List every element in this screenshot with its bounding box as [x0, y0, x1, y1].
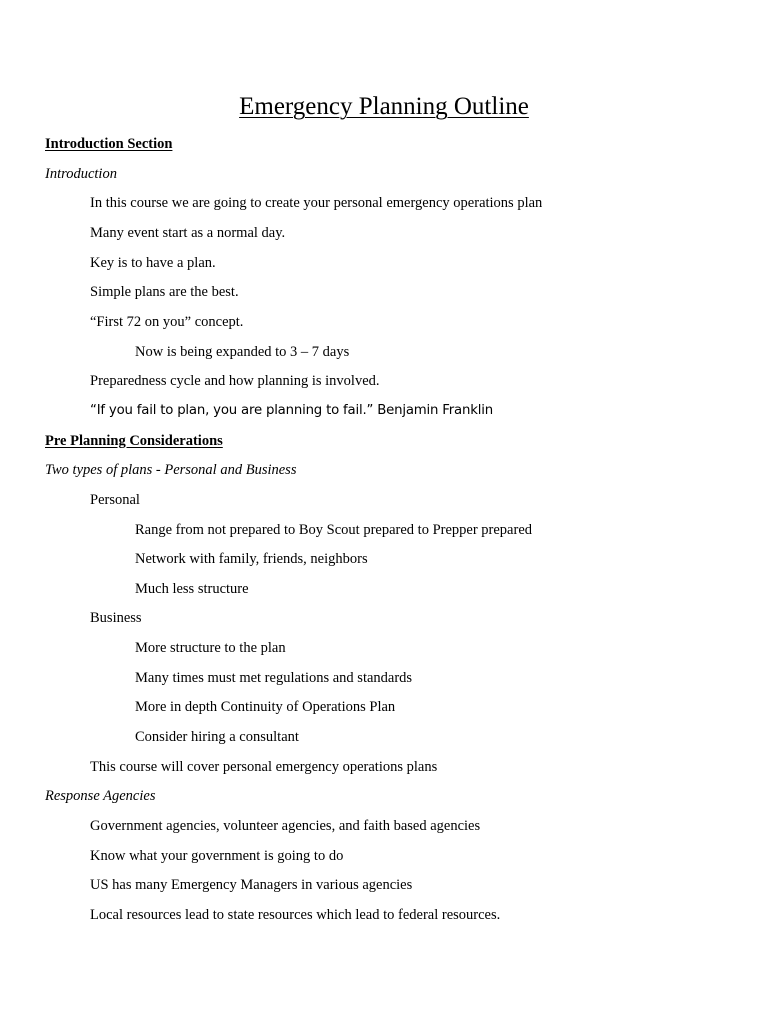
outline-item: Much less structure	[135, 580, 249, 597]
section-heading: Pre Planning Considerations	[45, 432, 223, 449]
outline-item: Government agencies, volunteer agencies, and faith based agencies	[90, 817, 481, 834]
outline-item: Key is to have a plan.	[90, 254, 216, 271]
outline-item: More in depth Continuity of Operations Plan	[135, 699, 396, 716]
outline-item: Many event start as a normal day.	[90, 224, 286, 241]
outline-item: This course will cover personal emergency operations plans	[90, 758, 438, 775]
outline-item: More structure to the plan	[135, 640, 286, 656]
outline-item: Consider hiring a consultant	[135, 729, 299, 745]
outline-item: US has many Emergency Managers in various agencies	[90, 877, 413, 894]
outline-item: Range from not prepared to Boy Scout prepared to Prepper prepared	[135, 521, 533, 538]
outline-item: “First 72 on you” concept.	[90, 313, 244, 330]
outline-item: Now is being expanded to 3 – 7 days	[135, 343, 350, 360]
outline-item: In this course we are going to create your personal emergency operations plan	[90, 195, 543, 212]
outline-item: Network with family, friends, neighbors	[135, 551, 368, 568]
outline-item: Simple plans are the best.	[90, 284, 239, 301]
outline-item: Business	[90, 610, 142, 627]
subsection-heading: Introduction	[45, 165, 117, 182]
outline-item: Many times must met regulations and standards	[135, 669, 413, 686]
outline-item: Personal	[90, 491, 140, 508]
document-title: Emergency Planning Outline	[239, 93, 529, 120]
quote-line: “If you fail to plan, you are planning to fail.” Benjamin Franklin	[90, 402, 493, 418]
outline-item: Preparedness cycle and how planning is involved.	[90, 373, 380, 390]
outline-item: Know what your government is going to do	[90, 847, 344, 864]
subsection-heading: Response Agencies	[45, 788, 156, 805]
section-heading: Introduction Section	[45, 136, 173, 152]
subsection-heading: Two types of plans - Personal and Business	[45, 462, 297, 479]
outline-item: Local resources lead to state resources which lead to federal resources.	[90, 906, 501, 923]
